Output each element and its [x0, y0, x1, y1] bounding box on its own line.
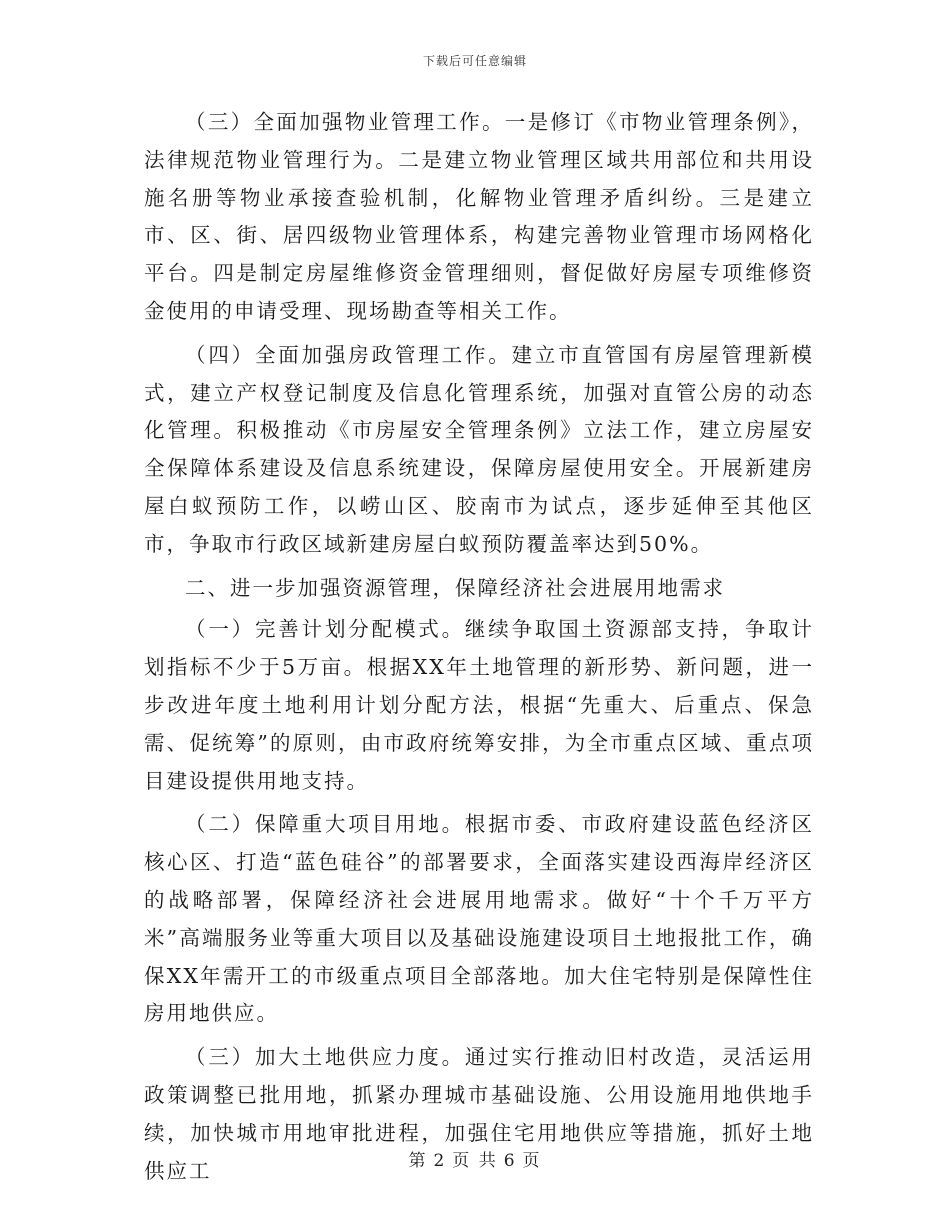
paragraph-land-supply: （三）加大土地供应力度。通过实行推动旧村改造，灵活运用政策调整已批用地，抓紧办理城市基础设施、公用设施用地供地手续，加快城市用地审批进程，加强住宅用地供应等措施，抓好土地供应工	[144, 1045, 814, 1183]
footer-prefix: 第	[408, 1151, 428, 1171]
document-body	[144, 104, 814, 1196]
footer-middle: 页 共	[452, 1151, 498, 1171]
paragraph-plan-allocation: （一）完善计划分配模式。继续争取国土资源部支持，争取计划指标不少于5万亩。根据XX年土地管理的新形势、新问题，进一步改进年度土地利用计划分配方法，根据“先重大、后重点、保急需、促统筹”的原则，由市政府统筹安排，为全市重点区域、重点项目建设提供用地支持。	[144, 617, 814, 793]
page-footer	[0, 1146, 950, 1171]
section-heading-resource-management: 二、进一步加强资源管理，保障经济社会进展用地需求	[185, 575, 725, 600]
paragraph-major-projects: （二）保障重大项目用地。根据市委、市政府建设蓝色经济区核心区、打造“蓝色硅谷”的部署要求，全面落实建设西海岸经济区的战略部署，保障经济社会进展用地需求。做好“十个千万平方米”高端服务业等重大项目以及基础设施建设项目土地报批工作，确保XX年需开工的市级重点项目全部落地。加大住宅特别是保障性住房用地供应。	[144, 812, 814, 1026]
total-pages-number: 6	[503, 1151, 517, 1171]
footer-suffix: 页	[522, 1151, 542, 1171]
page-header: 下载后可任意编辑	[422, 54, 527, 68]
paragraph-housing-administration: （四）全面加强房政管理工作。建立市直管国有房屋管理新模式，建立产权登记制度及信息化管理系统，加强对直管公房的动态化管理。积极推动《市房屋安全管理条例》立法工作，建立房屋安全保障体系建设及信息系统建设，保障房屋使用安全。开展新建房屋白蚁预防工作，以崂山区、胶南市为试点，逐步延伸至其他区市，争取市行政区域新建房屋白蚁预防覆盖率达到50%。	[144, 342, 814, 556]
paragraph-property-management: （三）全面加强物业管理工作。一是修订《市物业管理条例》，法律规范物业管理行为。二是建立物业管理区域共用部位和共用设施名册等物业承接查验机制，化解物业管理矛盾纠纷。三是建立市、区、街、居四级物业管理体系，构建完善物业管理市场网格化平台。四是制定房屋维修资金管理细则，督促做好房屋专项维修资金使用的申请受理、现场勘查等相关工作。	[144, 110, 814, 323]
current-page-number: 2	[433, 1151, 447, 1171]
